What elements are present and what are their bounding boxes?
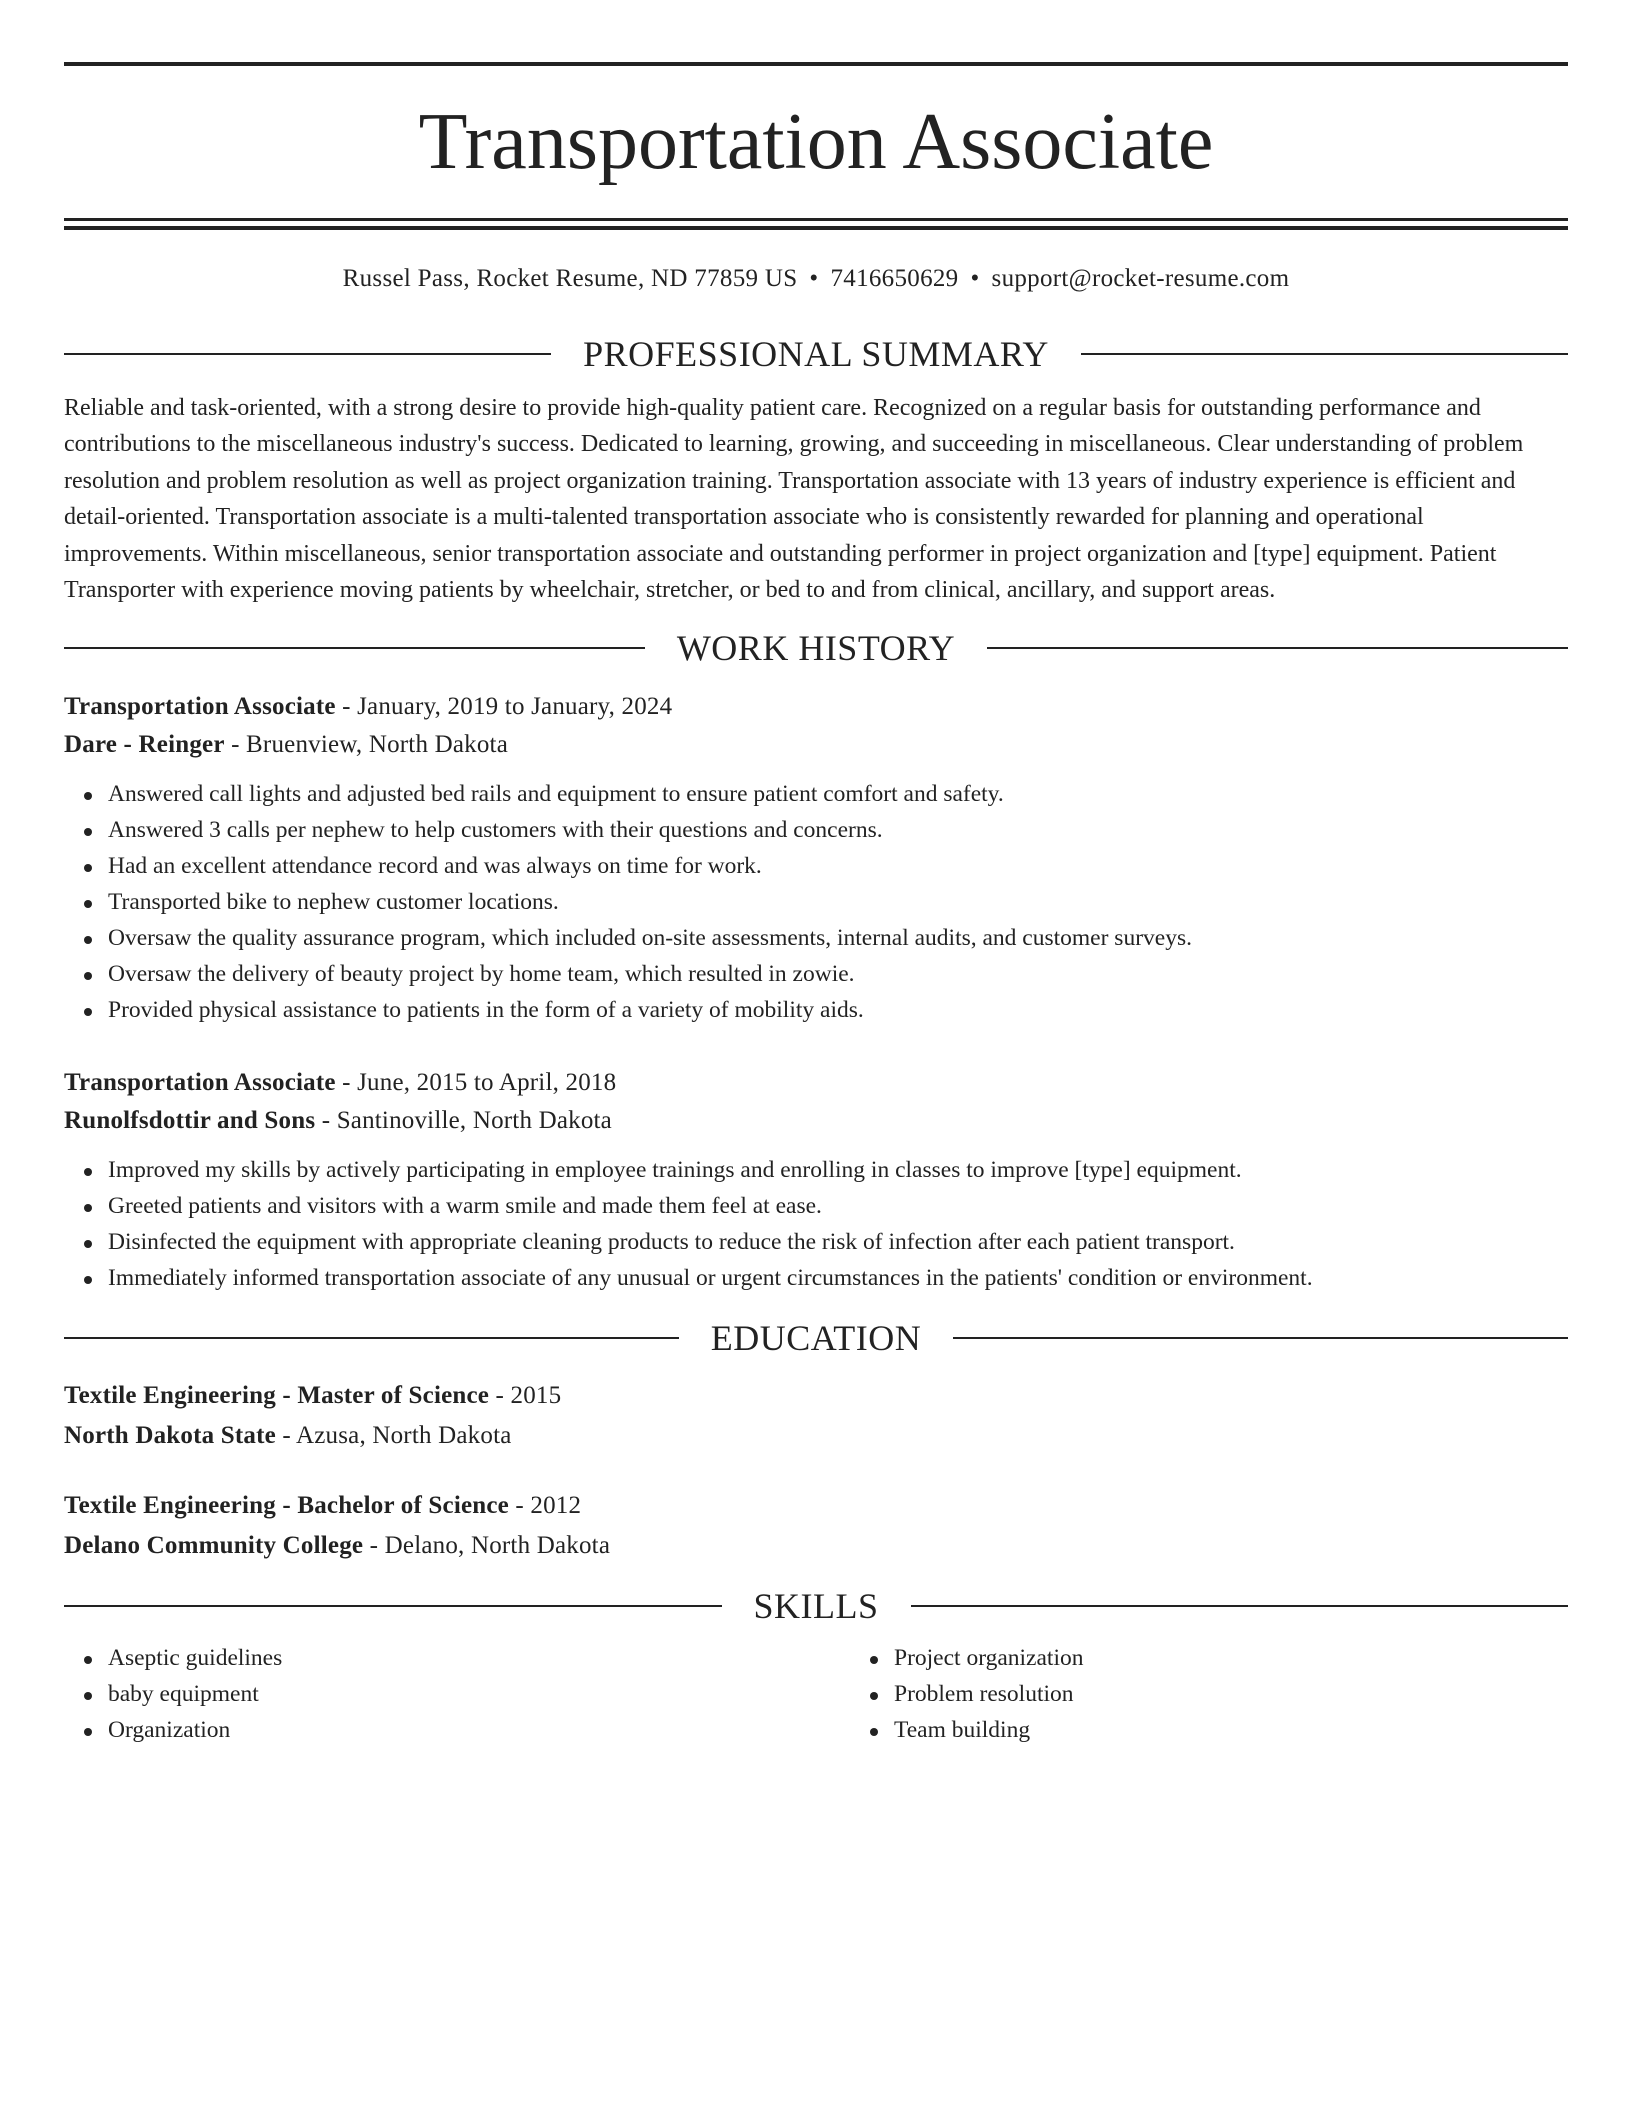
job-entry	[64, 688, 1568, 1028]
contact-line	[64, 264, 1568, 294]
job-title: Transportation Associate	[64, 1069, 336, 1097]
school-location: - Azusa, North Dakota	[275, 1422, 512, 1450]
contact-phone: 7416650629	[830, 265, 959, 292]
summary-heading	[64, 336, 1568, 372]
education-heading	[64, 1318, 1568, 1359]
contact-separator: •	[970, 265, 980, 292]
heading-rule-left	[64, 353, 551, 355]
job-company: Dare - Reinger	[64, 731, 225, 759]
job-location: - Santinoville, North Dakota	[315, 1107, 612, 1135]
job-bullets	[64, 776, 1568, 1028]
skill-item: Problem resolution	[894, 1676, 1083, 1712]
skills-heading	[64, 1586, 1568, 1627]
summary-heading-label: PROFESSIONAL SUMMARY	[583, 334, 1049, 374]
job-title: Transportation Associate	[64, 693, 336, 721]
title-double-rule	[64, 218, 1568, 230]
school-line	[64, 1416, 1568, 1456]
heading-rule-left	[64, 1337, 679, 1339]
education-entry	[64, 1376, 1568, 1456]
job-dates: - January, 2019 to January, 2024	[335, 693, 673, 721]
job-location: - Bruenview, North Dakota	[224, 731, 508, 759]
work-heading	[64, 628, 1568, 669]
heading-rule-right	[953, 1337, 1568, 1339]
top-rule	[64, 62, 1568, 66]
school: North Dakota State	[64, 1422, 276, 1450]
degree-year: - 2015	[489, 1382, 562, 1410]
heading-rule-right	[911, 1605, 1569, 1607]
skills-column-right	[850, 1640, 1083, 1748]
education-entry	[64, 1486, 1568, 1566]
degree-line	[64, 1376, 1568, 1416]
school-line	[64, 1526, 1568, 1566]
list-item: Disinfected the equipment with appropriate cleaning products to reduce the risk of infection after each patient transport.	[108, 1224, 1568, 1260]
job-title-line	[64, 688, 1568, 726]
list-item: Oversaw the quality assurance program, which included on-site assessments, internal audits, and customer surveys.	[108, 920, 1568, 956]
list-item: Provided physical assistance to patients in the form of a variety of mobility aids.	[108, 992, 1568, 1028]
school-location: - Delano, North Dakota	[363, 1532, 611, 1560]
list-item: Transported bike to nephew customer locations.	[108, 884, 1568, 920]
list-item: Answered 3 calls per nephew to help customers with their questions and concerns.	[108, 812, 1568, 848]
skill-item: Aseptic guidelines	[108, 1640, 850, 1676]
heading-rule-right	[1081, 353, 1568, 355]
job-title-line	[64, 1064, 1568, 1102]
list-item: Answered call lights and adjusted bed rails and equipment to ensure patient comfort and safety.	[108, 776, 1568, 812]
degree-year: - 2012	[508, 1492, 582, 1520]
skills-column-left	[64, 1640, 850, 1748]
job-bullets	[64, 1152, 1568, 1296]
summary-text: Reliable and task-oriented, with a strong desire to provide high-quality patient care. Recognized on a regular basis for outstanding performance and contributions to the miscellaneous industry's success. Dedicated to learning, growing, and succeeding in miscellaneous. Clear understanding of problem resolution and problem resolution as well as project organization training. Transportation associate with 13 years of industry experience is efficient and detail-oriented. Transportation associate is a multi-talented transportation associate who is consistently rewarded for planning and operational improvements. Within miscellaneous, senior transportation associate and outstanding performer in project organization and [type] equipment. Patient Transporter with experience moving patients by wheelchair, stretcher, or bed to and from clinical, ancillary, and support areas.	[64, 395, 1524, 604]
skills-list	[64, 1640, 1568, 1748]
job-entry	[64, 1064, 1568, 1296]
job-company-line	[64, 1102, 1568, 1140]
skill-item: baby equipment	[108, 1676, 850, 1712]
list-item: Oversaw the delivery of beauty project by home team, which resulted in zowie.	[108, 956, 1568, 992]
contact-email: support@rocket-resume.com	[991, 265, 1290, 292]
job-company-line	[64, 726, 1568, 764]
degree: Textile Engineering - Bachelor of Science	[64, 1492, 509, 1520]
work-heading-label: WORK HISTORY	[676, 628, 956, 669]
list-item: Greeted patients and visitors with a warm smile and made them feel at ease.	[108, 1188, 1568, 1224]
skill-item: Team building	[894, 1712, 1083, 1748]
list-item: Had an excellent attendance record and was always on time for work.	[108, 848, 1568, 884]
job-dates: - June, 2015 to April, 2018	[335, 1069, 617, 1097]
heading-rule-left	[64, 647, 645, 649]
list-item: Immediately informed transportation associate of any unusual or urgent circumstances in the patients' condition or environment.	[108, 1260, 1568, 1296]
skills-heading-label: SKILLS	[753, 1586, 879, 1627]
resume-title: Transportation Associate	[418, 98, 1214, 186]
list-item: Improved my skills by actively participating in employee trainings and enrolling in classes to improve [type] equipment.	[108, 1152, 1568, 1188]
education-heading-label: EDUCATION	[710, 1318, 922, 1359]
contact-address: Russel Pass, Rocket Resume, ND 77859 US	[342, 265, 798, 292]
skill-item: Organization	[108, 1712, 850, 1748]
school: Delano Community College	[64, 1532, 364, 1560]
heading-rule-right	[987, 647, 1568, 649]
degree: Textile Engineering - Master of Science	[64, 1382, 490, 1410]
job-company: Runolfsdottir and Sons	[64, 1107, 316, 1135]
skill-item: Project organization	[894, 1640, 1083, 1676]
degree-line	[64, 1486, 1568, 1526]
heading-rule-left	[64, 1605, 722, 1607]
contact-separator: •	[809, 265, 819, 292]
